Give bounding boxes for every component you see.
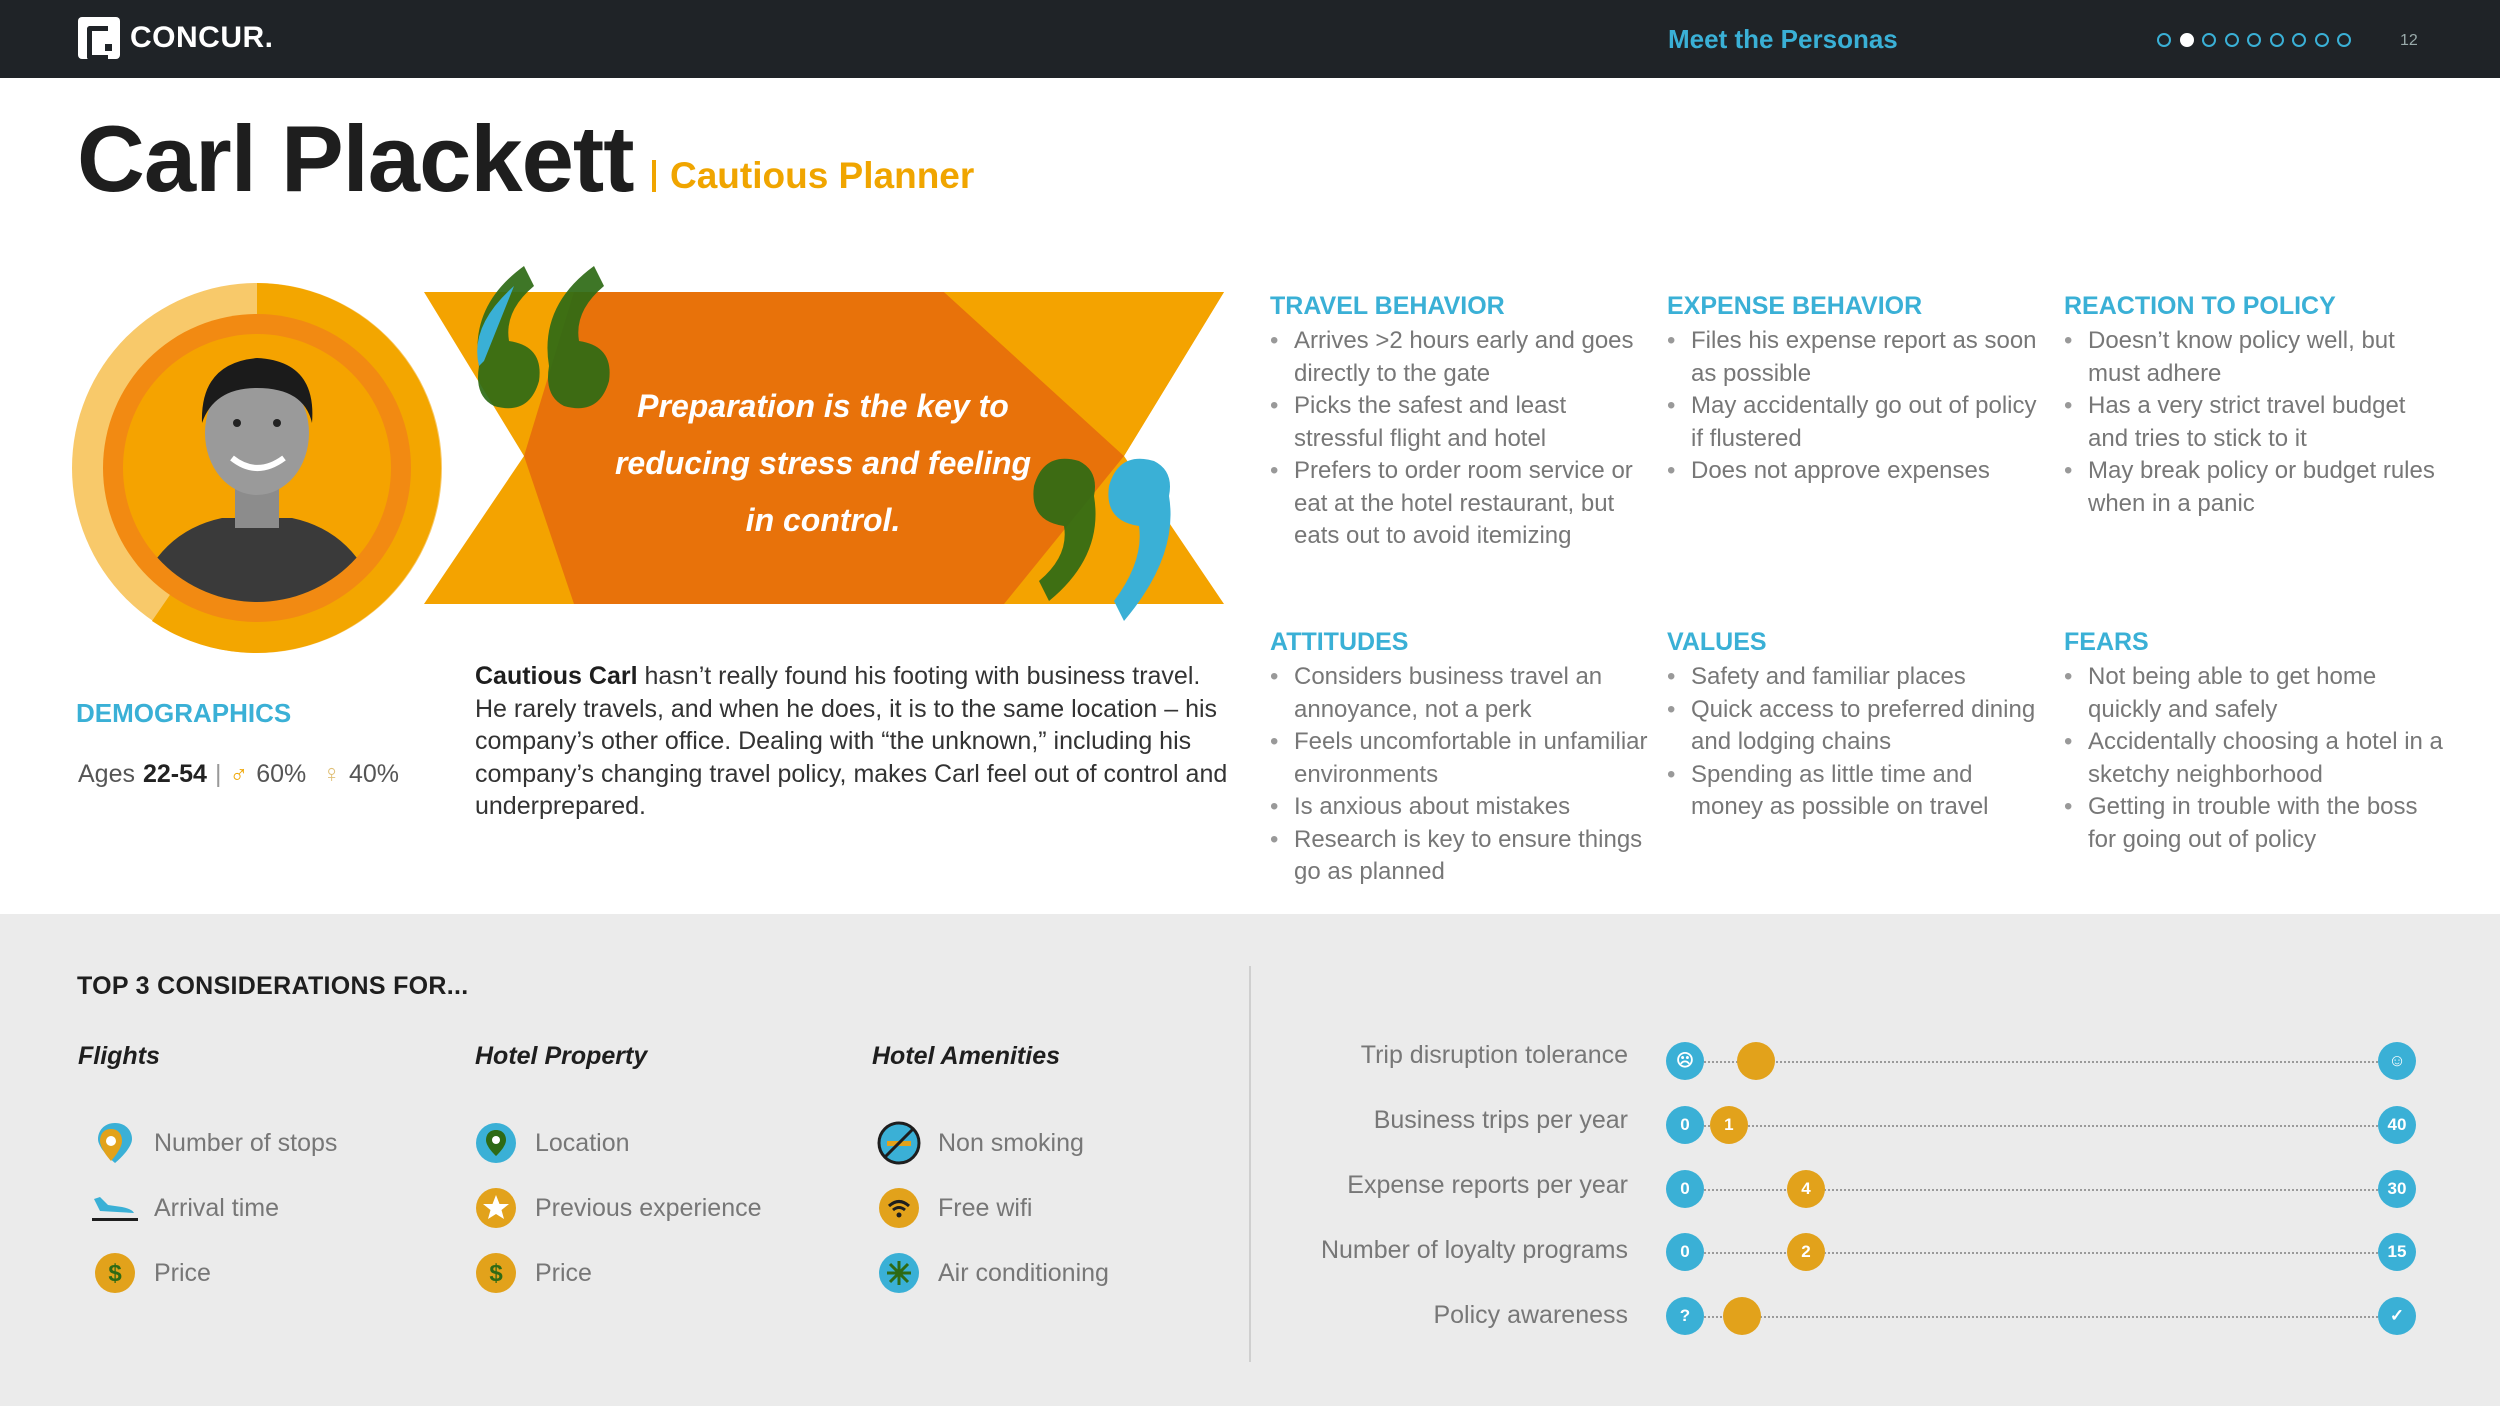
item-label: Price [154,1258,211,1287]
ages-value: 22-54 [142,760,207,788]
female-percentage: 40% [348,760,400,788]
bio-lead: Cautious Carl [475,662,638,690]
demographics-line [78,760,399,789]
list-item: • Getting in trouble with the boss for going out of policy [2064,791,2444,856]
list-item [876,1185,1032,1231]
reaction-to-policy-section [2064,292,2444,520]
scale-min: 0 [1666,1170,1704,1208]
list-item [876,1120,1084,1166]
list-item: • Is anxious about mistakes [1270,791,1650,824]
fears-section [2064,628,2444,856]
item-label: Location [535,1128,630,1157]
attitudes-section [1270,628,1650,889]
list-item: • Picks the safest and least stressful flight and hotel [1270,390,1650,455]
item-label: Free wifi [938,1193,1033,1222]
section-title: Meet the Personas [1668,24,1898,54]
list-item: • Considers business travel an annoyance, not a perk [1270,661,1650,726]
list-item: • Arrives >2 hours early and goes directly to the gate [1270,325,1650,390]
concur-logo[interactable] [78,17,274,59]
travel-behavior-section [1270,292,1650,553]
role-divider [652,160,656,192]
page-number: 12 [2400,32,2418,49]
star-icon [473,1185,519,1231]
scale-track [1685,1061,2397,1063]
persona-portrait [72,283,442,653]
demographics-separator: | [214,760,222,788]
quote-line: Preparation is the key to [637,388,1009,424]
no-smoking-icon [876,1120,922,1166]
list-item: • Safety and familiar places [1667,661,2047,694]
section-heading: VALUES [1667,628,1767,656]
male-percentage: 60% [256,760,307,788]
male-icon: ♂ [229,760,249,788]
list-item [92,1250,211,1296]
pager-dot[interactable] [2270,33,2284,47]
list-item: • May break policy or budget rules when in a panic [2064,455,2444,520]
dollar-icon [473,1250,519,1296]
list-item: • Files his expense report as soon as possible [1667,325,2047,390]
demographics-title: DEMOGRAPHICS [76,698,292,728]
scale-label: Number of loyalty programs [1320,1236,1628,1264]
considerations-title: TOP 3 CONSIDERATIONS FOR... [77,972,469,1000]
pager-dot[interactable] [2225,33,2239,47]
list-item: • Feels uncomfortable in unfamiliar environments [1270,726,1650,791]
values-section [1667,628,2047,824]
brand-name: CONCUR. [130,21,274,54]
dollar-icon [92,1250,138,1296]
list-item [473,1120,630,1166]
pager-dot[interactable] [2157,33,2171,47]
wifi-icon [876,1185,922,1231]
scale-label: Expense reports per year [1347,1171,1628,1199]
pager-dot[interactable] [2202,33,2216,47]
scale-min: 0 [1666,1106,1704,1144]
ages-label: Ages [78,760,135,788]
persona-quote [590,378,1056,549]
happy-face-icon: ☺ [2378,1042,2416,1080]
pager-dot[interactable] [2292,33,2306,47]
list-item: • Spending as little time and money as possible on travel [1667,759,2047,824]
section-heading: REACTION TO POLICY [2064,292,2336,320]
pager-dot[interactable] [2315,33,2329,47]
list-item [876,1250,1109,1296]
item-label: Number of stops [154,1128,338,1157]
female-icon: ♀ [322,760,341,788]
scale-max: 40 [2378,1106,2416,1144]
quote-line: reducing stress and feeling [614,445,1032,481]
list-item: • May accidentally go out of policy if flustered [1667,390,2047,455]
scale-marker: 4 [1787,1170,1825,1208]
panel-divider [1249,966,1251,1362]
question-icon: ? [1666,1297,1704,1335]
pager-dot[interactable] [2247,33,2261,47]
list-item: • Does not approve expenses [1667,455,2047,488]
persona-name: Carl Plackett [77,106,634,211]
plane-landing-icon [92,1185,138,1231]
scale-label: Policy awareness [1433,1301,1628,1329]
pager-dot-active[interactable] [2180,33,2194,47]
scale-label: Business trips per year [1373,1106,1628,1134]
list-item: • Quick access to preferred dining and lodging chains [1667,694,2047,759]
list-item: • Has a very strict travel budget and tries to stick to it [2064,390,2444,455]
location-pin-icon [473,1120,519,1166]
scale-max: 30 [2378,1170,2416,1208]
scale-track [1685,1316,2397,1318]
svg-text:$: $ [489,1260,503,1287]
list-item: • Research is key to ensure things go as planned [1270,824,1650,889]
item-label: Previous experience [535,1193,762,1222]
item-label: Arrival time [154,1193,280,1222]
list-item: • Accidentally choosing a hotel in a sketchy neighborhood [2064,726,2444,791]
scale-min: 0 [1666,1233,1704,1271]
expense-behavior-section [1667,292,2047,488]
quote-line: in control. [745,502,901,538]
concur-logo-icon [78,17,120,59]
svg-text:$: $ [108,1260,122,1287]
item-label: Non smoking [938,1128,1084,1157]
scale-track [1685,1125,2397,1127]
pager-dot[interactable] [2337,33,2351,47]
scale-marker [1723,1297,1761,1335]
persona-role: Cautious Planner [670,155,975,196]
sad-face-icon: ☹ [1666,1042,1704,1080]
scale-marker [1737,1042,1775,1080]
list-item [473,1250,592,1296]
checkmark-icon: ✓ [2378,1297,2416,1335]
scale-label: Trip disruption tolerance [1360,1041,1628,1069]
list-item [92,1120,337,1166]
section-heading: ATTITUDES [1270,628,1409,656]
scale-marker: 2 [1787,1233,1825,1271]
bio-text: hasn’t really found his footing with business travel. He rarely travels, and when he does, it is to the same location – his company’s other office. Dealing with “the unknown,” including his company’s changing travel policy, makes Carl feel out of control and underprepared. [475,662,1228,820]
list-item: • Doesn’t know policy well, but must adhere [2064,325,2444,390]
top-bar [0,0,2500,78]
list-item [473,1185,762,1231]
pager-dots [2157,33,2360,47]
section-heading: FEARS [2064,628,2149,656]
hotel-property-title: Hotel Property [475,1042,648,1070]
section-heading: EXPENSE BEHAVIOR [1667,292,1923,320]
persona-bio [475,660,1235,823]
flights-title: Flights [78,1042,160,1070]
scale-marker: 1 [1710,1106,1748,1144]
list-item: • Not being able to get home quickly and safely [2064,661,2444,726]
list-item [92,1185,279,1231]
snowflake-icon [876,1250,922,1296]
item-label: Price [535,1258,592,1287]
hotel-amenities-title: Hotel Amenities [872,1042,1061,1070]
list-item: • Prefers to order room service or eat at the hotel restaurant, but eats out to avoid itemizing [1270,455,1650,553]
scale-max: 15 [2378,1233,2416,1271]
map-pin-icon [92,1120,138,1166]
section-heading: TRAVEL BEHAVIOR [1270,292,1505,320]
item-label: Air conditioning [938,1258,1109,1287]
